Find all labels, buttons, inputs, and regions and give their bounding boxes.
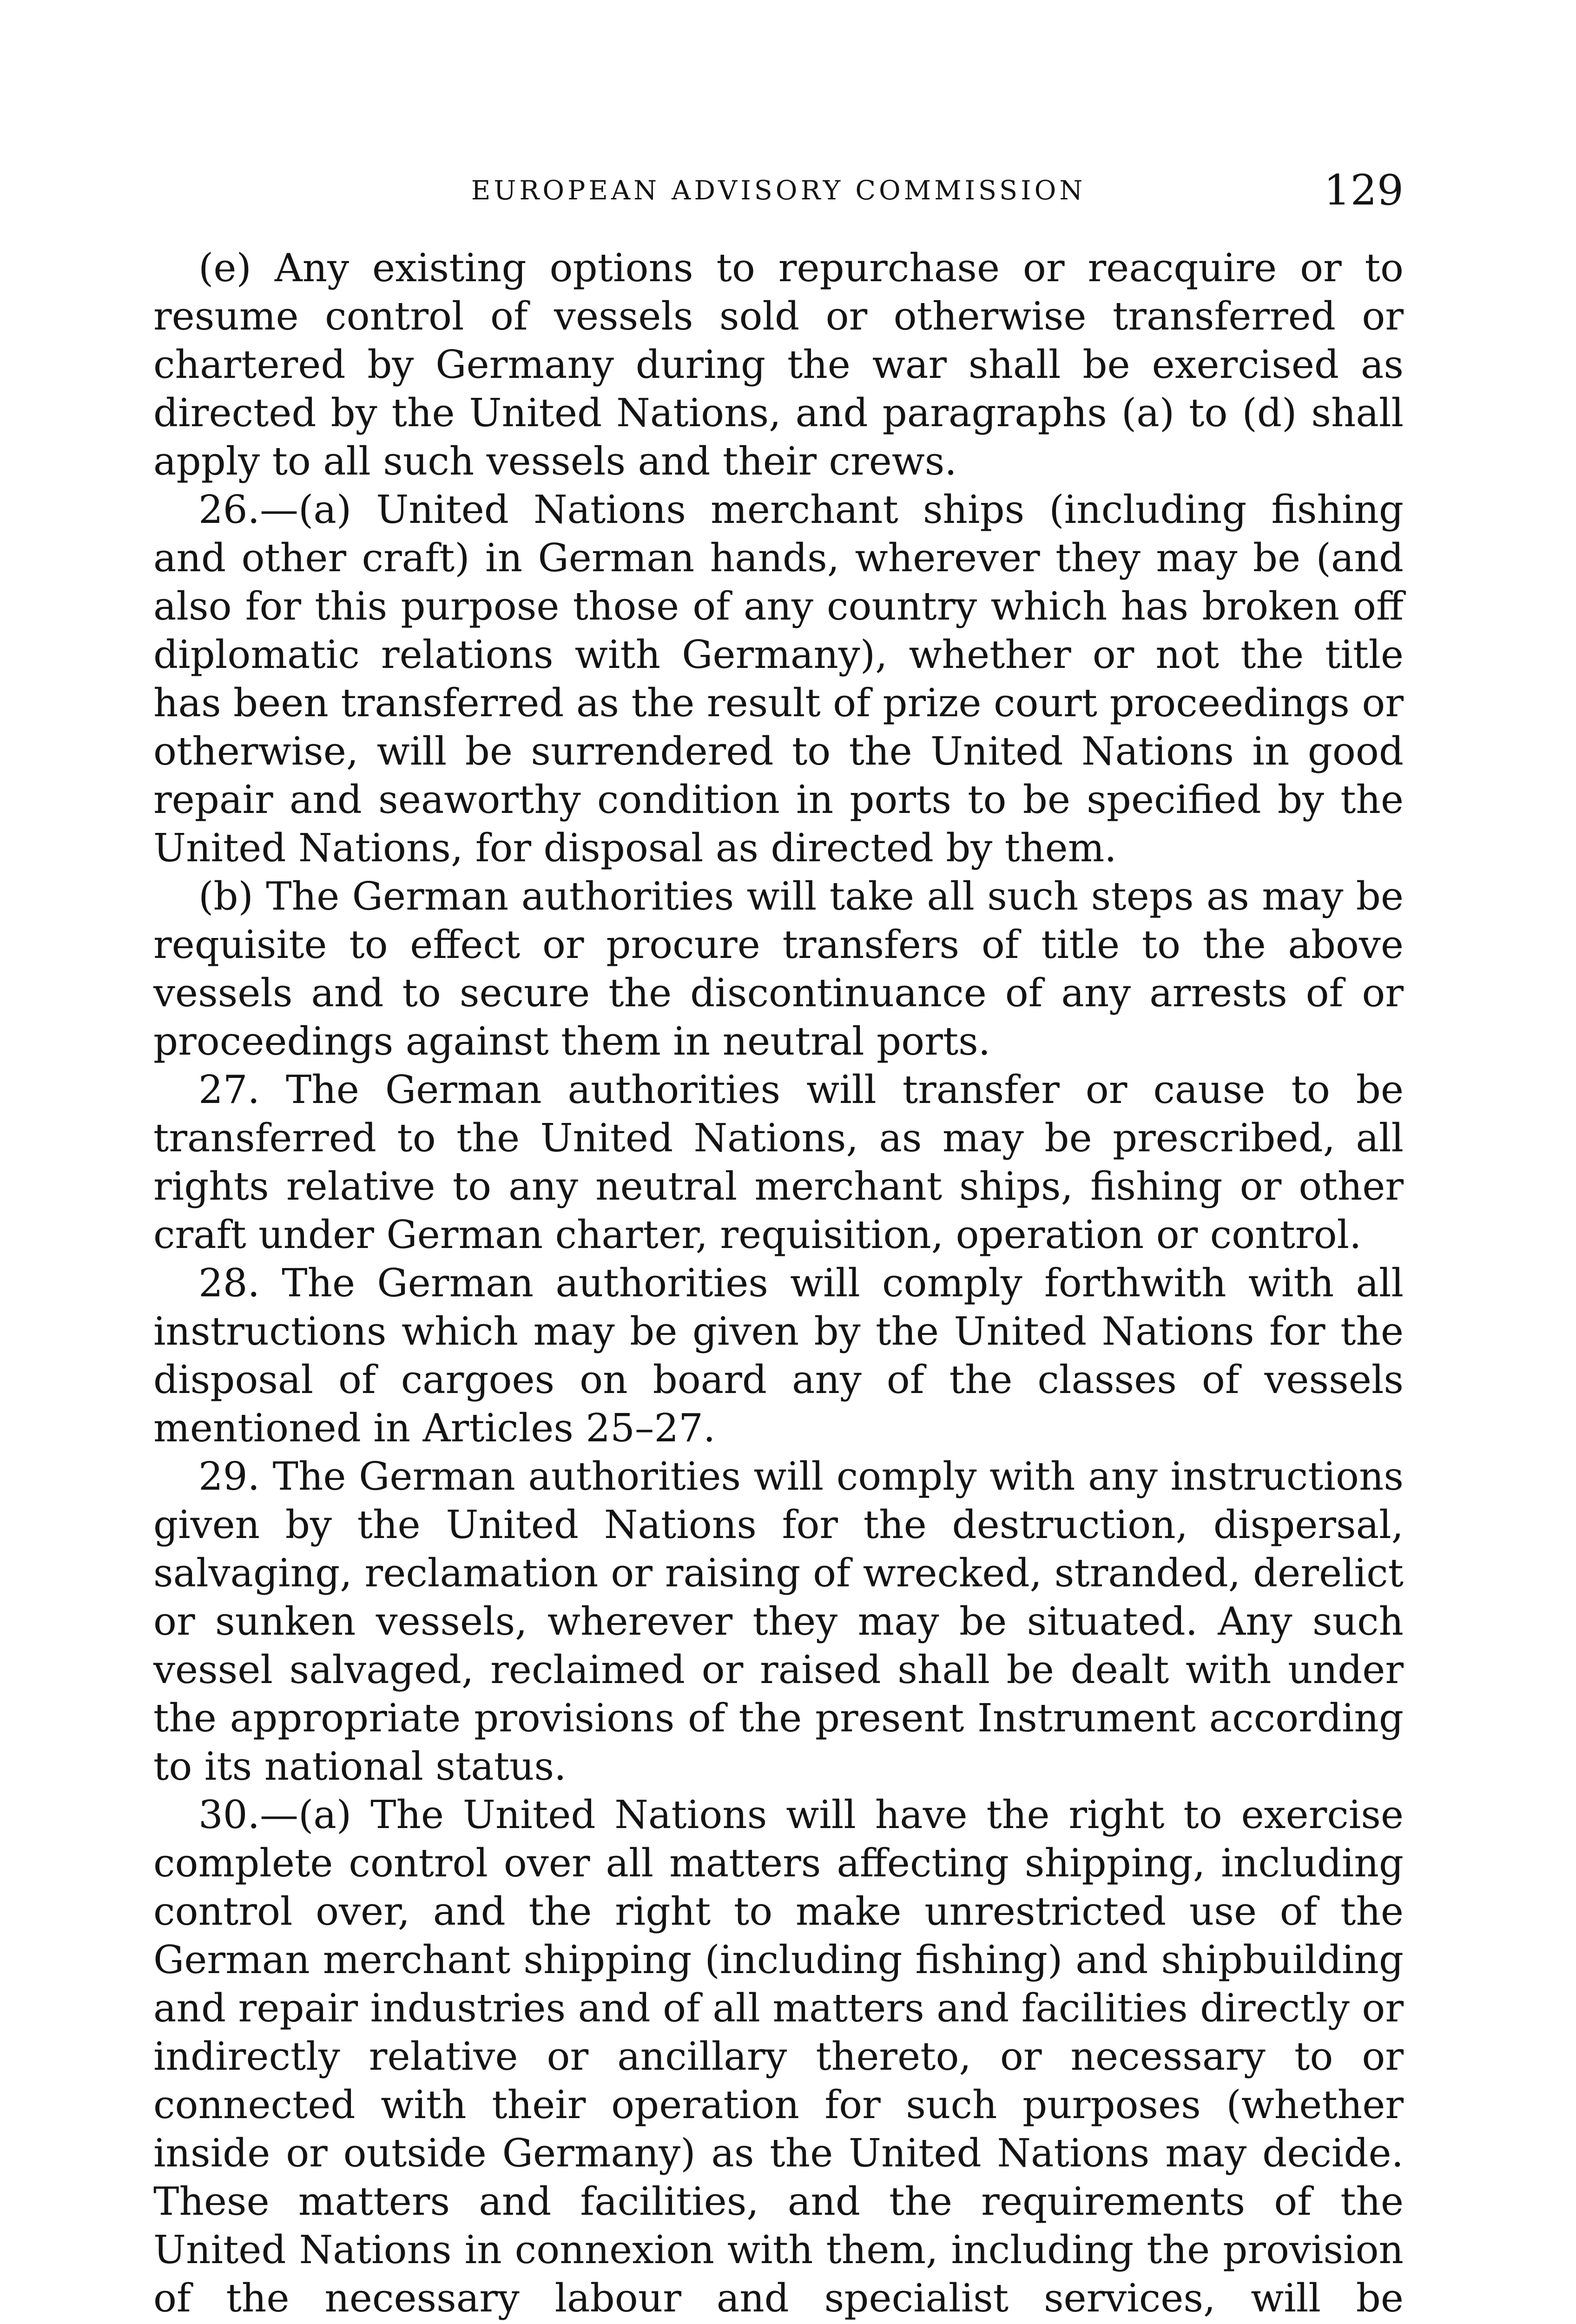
body-text xyxy=(153,244,1404,2324)
paragraph-26b: (b) The German authorities will take all such steps as may be requisite to effect or procure transfers of title to the above vessels and to secure the discontinuance of any arrests of or proceedings against them in neutral ports. xyxy=(153,874,1404,1064)
paragraph-28: 28. The German authorities will comply forthwith with all instructions which may be given by the United Nations for the disposal of cargoes on board any of the classes of vessels mentioned in Articles 25–27. xyxy=(153,1261,1404,1451)
page-header xyxy=(153,165,1404,216)
paragraph-30a: 30.—(a) The United Nations will have the right to exercise complete control over all matters affecting shipping, including control over, and the right to make unrestricted use of the German merchant shipping (including fishing) and shipbuilding and repair industries and of all matters and facilities directly or indirectly relative or ancillary thereto, or necessary to or connected with their operation for such purposes (whether inside or outside Germany) as the United Nations may decide. These matters and facilities, and the requirements of the United Nations in connexion with them, including the provision of the necessary labour and specialist services, will be xyxy=(153,1792,1404,2321)
paragraph-27: 27. The German authorities will transfer or cause to be transferred to the United Nations, as may be prescribed, all rights relative to any neutral merchant ships, fishing or other craft under German charter, requisition, operation or control. xyxy=(153,1067,1404,1257)
paragraph-29: 29. The German authorities will comply with any instructions given by the United Nations for the destruction, dispersal, salvaging, reclamation or raising of wrecked, stranded, derelict or sunken vessels, wherever they may be situated. Any such vessel salvaged, reclaimed or raised shall be dealt with under the appropriate provisions of the present Instrument according to its national status. xyxy=(153,1454,1404,1789)
running-title: EUROPEAN ADVISORY COMMISSION xyxy=(471,175,1086,206)
paragraph-26a: 26.—(a) United Nations merchant ships (including fishing and other craft) in German hands, wherever they may be (and also for this purpose those of any country which has broken off diplomatic relations with Germany), whether or not the title has been transferred as the result of prize court proceedings or otherwise, will be surrendered to the United Nations in good repair and seaworthy condition in ports to be specified by the United Nations, for disposal as directed by them. xyxy=(153,487,1404,871)
page-number: 129 xyxy=(1324,166,1404,215)
paragraph-25e: (e) Any existing options to repurchase or reacquire or to resume control of vessels sold or otherwise transferred or chartered by Germany during the war shall be exercised as directed by the United Nations, and paragraphs (a) to (d) shall apply to all such vessels and their crews. xyxy=(153,245,1404,484)
